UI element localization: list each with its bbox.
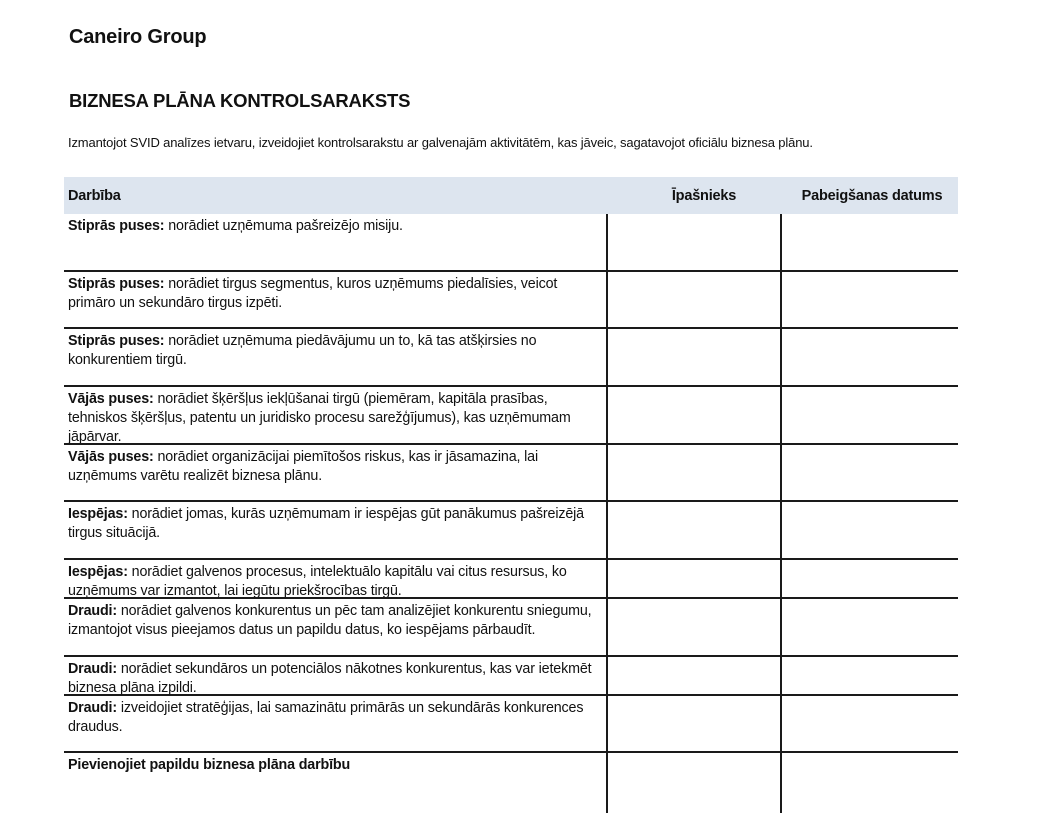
action-text: norādiet sekundāros un potenciālos nākotnes konkurentus, kas var ietekmēt biznesa plāna izpildi.: [68, 661, 592, 696]
action-cell[interactable]: [64, 502, 606, 558]
action-cell[interactable]: [64, 329, 606, 385]
owner-cell[interactable]: [606, 502, 780, 558]
date-cell[interactable]: [780, 502, 958, 558]
date-cell[interactable]: [780, 753, 958, 813]
date-cell[interactable]: [780, 445, 958, 500]
action-lead: Vājās puses:: [68, 449, 154, 465]
date-cell[interactable]: [780, 387, 958, 443]
action-text: norādiet uzņēmuma piedāvājumu un to, kā tas atšķirsies no konkurentiem tirgū.: [68, 333, 537, 368]
date-cell[interactable]: [780, 214, 958, 270]
owner-cell[interactable]: [606, 445, 780, 500]
action-lead: Stiprās puses:: [68, 218, 165, 234]
checklist-table: [64, 177, 958, 813]
owner-cell[interactable]: [606, 696, 780, 751]
action-lead: Pievienojiet papildu biznesa plāna darbību: [68, 757, 351, 773]
date-cell[interactable]: [780, 272, 958, 327]
table-row: [64, 599, 958, 657]
intro-text: Izmantojot SVID analīzes ietvaru, izveidojiet kontrolsarakstu ar galvenajām aktivitātēm, kas jāveic, sagatavojot oficiālu biznesa plānu.: [68, 135, 813, 150]
action-cell[interactable]: [64, 560, 606, 597]
action-cell[interactable]: [64, 445, 606, 500]
action-text: izveidojiet stratēģijas, lai samazinātu primārās un sekundārās konkurences draudus.: [68, 700, 584, 735]
action-lead: Draudi:: [68, 700, 117, 716]
company-name: Caneiro Group: [69, 26, 207, 48]
table-row: [64, 657, 958, 696]
table-row: [64, 272, 958, 329]
action-text: norādiet uzņēmuma pašreizējo misiju.: [164, 218, 403, 234]
table-row: [64, 329, 958, 387]
action-lead: Iespējas:: [68, 506, 128, 522]
action-cell[interactable]: [64, 753, 606, 813]
action-lead: Iespējas:: [68, 564, 128, 580]
owner-cell[interactable]: [606, 272, 780, 327]
page-title: BIZNESA PLĀNA KONTROLSARAKSTS: [69, 90, 411, 111]
table-row: [64, 560, 958, 599]
header-owner: Īpašnieks: [671, 187, 737, 204]
action-text: norādiet galvenos procesus, intelektuālo kapitālu vai citus resursus, ko uzņēmums var izmantot, lai iegūtu priekšrocības tirgū.: [68, 564, 567, 599]
date-cell[interactable]: [780, 329, 958, 385]
action-lead: Vājās puses:: [68, 391, 154, 407]
table-row: [64, 753, 958, 813]
owner-cell[interactable]: [606, 753, 780, 813]
action-lead: Draudi:: [68, 661, 117, 677]
action-cell[interactable]: [64, 214, 606, 270]
table-row: [64, 387, 958, 445]
action-lead: Stiprās puses:: [68, 333, 165, 349]
owner-cell[interactable]: [606, 560, 780, 597]
action-cell[interactable]: [64, 272, 606, 327]
action-lead: Draudi:: [68, 603, 117, 619]
date-cell[interactable]: [780, 696, 958, 751]
action-text: norādiet šķēršļus iekļūšanai tirgū (piemēram, kapitāla prasības, tehniskos šķēršļus, patentu un juridisko procesu sarežģījumus), kas uzņēmumam jāpārvar.: [68, 391, 571, 445]
action-text: norādiet organizācijai piemītošos riskus, kas ir jāsamazina, lai uzņēmums varētu realizēt biznesa plānu.: [68, 449, 539, 484]
table-row: [64, 696, 958, 753]
date-cell[interactable]: [780, 599, 958, 655]
action-cell[interactable]: [64, 387, 606, 443]
owner-cell[interactable]: [606, 599, 780, 655]
table-row: [64, 445, 958, 502]
header-date: Pabeigšanas datums: [801, 187, 943, 204]
owner-cell[interactable]: [606, 214, 780, 270]
owner-cell[interactable]: [606, 329, 780, 385]
table-header: [64, 177, 958, 214]
header-action: Darbība: [68, 187, 121, 204]
owner-cell[interactable]: [606, 387, 780, 443]
action-text: norādiet galvenos konkurentus un pēc tam analizējiet konkurentu sniegumu, izmantojot visus pieejamos datus un papildu datus, ko iespējams pārbaudīt.: [68, 603, 592, 638]
action-cell[interactable]: [64, 599, 606, 655]
action-text: norādiet jomas, kurās uzņēmumam ir iespējas gūt panākumus pašreizējā tirgus situācijā.: [68, 506, 584, 541]
action-cell[interactable]: [64, 696, 606, 751]
owner-cell[interactable]: [606, 657, 780, 694]
table-row: [64, 502, 958, 560]
table-row: [64, 214, 958, 272]
action-text: norādiet tirgus segmentus, kuros uzņēmums piedalīsies, veicot primāro un sekundāro tirgus izpēti.: [68, 276, 558, 311]
action-cell[interactable]: [64, 657, 606, 694]
date-cell[interactable]: [780, 560, 958, 597]
action-lead: Stiprās puses:: [68, 276, 165, 292]
date-cell[interactable]: [780, 657, 958, 694]
